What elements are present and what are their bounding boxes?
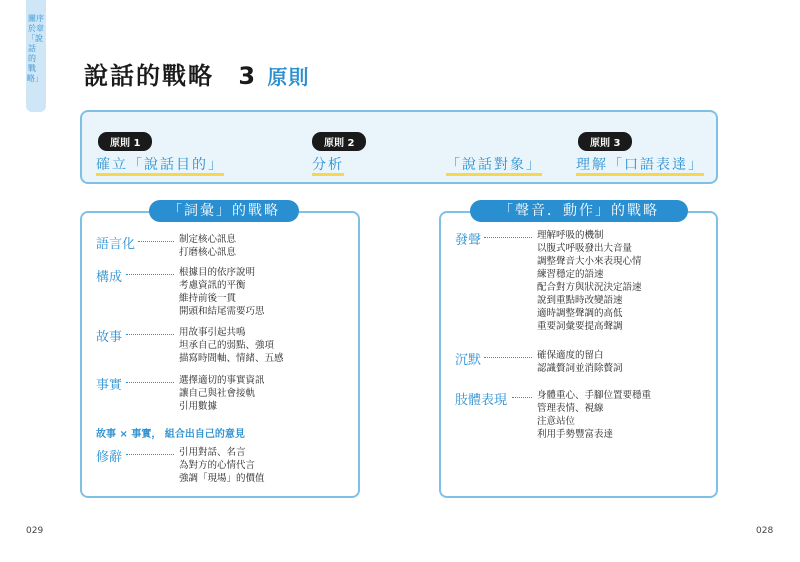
list-item: 說到重點時改變語速 [537, 295, 623, 306]
chapter-tab [26, 0, 46, 112]
list-item: 練習穩定的語速 [537, 269, 604, 280]
list-item: 為對方的心情代言 [179, 460, 256, 471]
list-item: 理解呼吸的機制 [537, 230, 604, 241]
list-item: 維持前後一貫 [179, 293, 237, 304]
title-main: 說話的戰略 [84, 62, 214, 90]
list-item: 引用對話、名言 [179, 447, 246, 458]
leader-dots [126, 274, 174, 275]
term-body-language: 肢體表現 [455, 393, 508, 408]
leader-dots [126, 334, 174, 335]
list-item: 用故事引起共鳴 [179, 327, 246, 338]
leader-dots [512, 397, 532, 398]
leader-dots [484, 237, 532, 238]
list-item: 利用手勢豐富表達 [537, 429, 614, 440]
title-number: 3 [238, 62, 258, 90]
voice-action-strategy-header: 「聲音．動作」的戰略 [470, 200, 688, 222]
chapter-title: 關於「說話的戰略」 [27, 14, 43, 83]
list-item: 描寫時間軸、情緒、五感 [179, 353, 284, 364]
list-item: 強調「現場」的價值 [179, 473, 265, 484]
words-strategy-header: 「詞彙」的戰略 [149, 200, 299, 222]
page-title [84, 56, 309, 91]
leader-dots [484, 357, 532, 358]
principle-2-text-2: 「說話對象」 [446, 154, 542, 174]
term-vocalization: 發聲 [455, 233, 482, 248]
list-item: 制定核心訊息 [179, 234, 237, 245]
principle-3-text: 理解「口語表達」 [576, 154, 704, 174]
title-accent: 原則 [267, 65, 310, 89]
principle-3-badge: 原則 3 [578, 132, 632, 151]
principles-panel [80, 110, 718, 184]
leader-dots [126, 382, 174, 383]
list-item: 確保適度的留白 [537, 350, 604, 361]
term-story: 故事 [96, 330, 123, 345]
list-item: 認識贅詞並消除贅詞 [537, 363, 623, 374]
list-item: 以腹式呼吸發出大音量 [537, 243, 633, 254]
term-structure: 構成 [96, 270, 123, 285]
list-item: 適時調整聲調的高低 [537, 308, 623, 319]
list-item: 考慮資訊的平衡 [179, 280, 246, 291]
list-item: 管理表情、視線 [537, 403, 604, 414]
term-fact: 事實 [96, 378, 123, 393]
list-item: 打磨核心訊息 [179, 247, 237, 258]
principle-2-text: 分析 [312, 154, 344, 174]
principle-1-badge: 原則 1 [98, 132, 152, 151]
list-item: 開頭和結尾需要巧思 [179, 306, 265, 317]
page-number-left: 029 [26, 526, 44, 536]
leader-dots [138, 241, 174, 242]
combine-note: 故事 × 事實， 組合出自己的意見 [96, 429, 245, 440]
list-item: 調整聲音大小來表現心情 [537, 256, 642, 267]
chapter-label: 序章 [36, 14, 44, 33]
list-item: 注意站位 [537, 416, 576, 427]
term-silence: 沉默 [455, 353, 482, 368]
term-verbalize: 語言化 [96, 237, 136, 252]
principle-2-badge: 原則 2 [312, 132, 366, 151]
list-item: 身體重心、手腳位置要穩重 [537, 390, 652, 401]
leader-dots [126, 454, 174, 455]
list-item: 重要詞彙要提高聲調 [537, 321, 623, 332]
list-item: 選擇適切的事實資訊 [179, 375, 265, 386]
list-item: 讓自己與社會接軌 [179, 388, 256, 399]
term-rhetoric: 修辭 [96, 450, 123, 465]
list-item: 坦承自己的弱點、強項 [179, 340, 275, 351]
list-item: 根據目的依序說明 [179, 267, 256, 278]
list-item: 引用數據 [179, 401, 218, 412]
principle-1-text: 確立「說話目的」 [96, 154, 224, 174]
list-item: 配合對方與狀況決定語速 [537, 282, 642, 293]
page-number-right: 028 [756, 526, 774, 536]
